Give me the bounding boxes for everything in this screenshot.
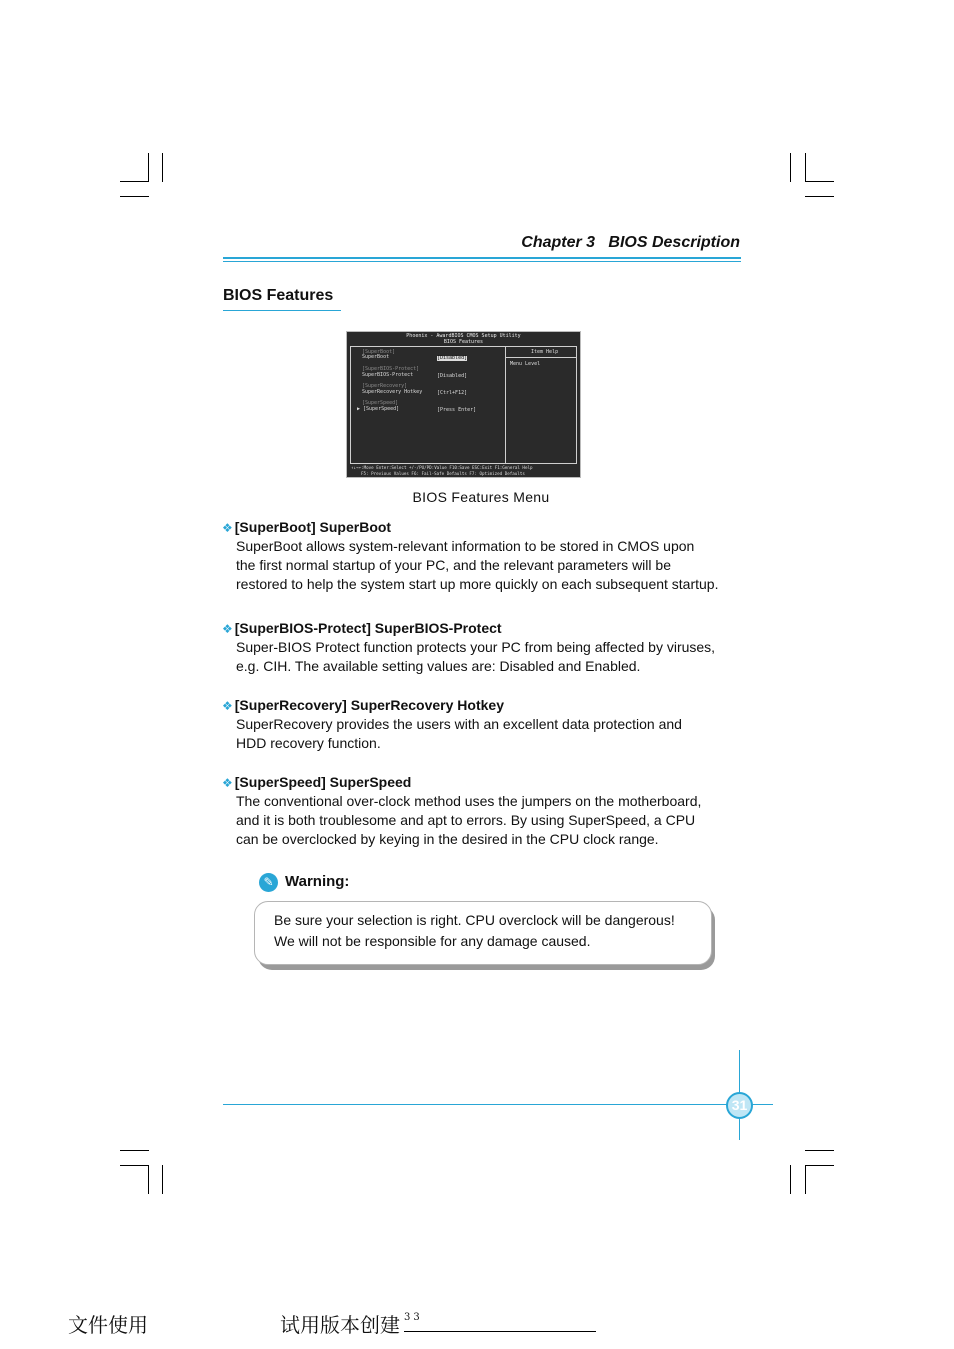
crop-mark (120, 181, 149, 182)
item-description: The conventional over-clock method uses the jumpers on the motherboard, and it is both troublesome and apt to errors. By using SuperSpeed, a CPU can be overclocked by keying in the desired in the CPU clock range. (236, 793, 702, 847)
footer-middle-text: 试用版本创建 (280, 1313, 400, 1337)
footer-underline (404, 1331, 596, 1332)
bios-item: SuperRecovery Hotkey (362, 389, 423, 395)
crop-mark (790, 1165, 791, 1194)
crop-mark (805, 1165, 834, 1166)
bios-item: SuperBIOS-Protect (362, 372, 414, 378)
header-rule-thin (223, 261, 741, 262)
footer-left-text: 文件使用 (68, 1313, 148, 1337)
bios-group-label: [SuperBoot] (362, 349, 396, 355)
crop-mark (120, 196, 149, 197)
item-description: Super-BIOS Protect function protects your PC from being affected by viruses, e.g. CIH. The available setting values are: Disabled and Enabled. (236, 639, 716, 674)
bios-item-value: [Disabled] (437, 373, 468, 379)
crop-mark (805, 181, 834, 182)
bios-header: Phoenix - AwardBIOS CMOS Setup Utility BIOS Features (406, 333, 521, 345)
bios-item-selected: ▶ [SuperSpeed] (357, 406, 400, 412)
crop-mark (805, 1150, 834, 1151)
page-number: 31 (726, 1092, 753, 1119)
bios-divider (505, 346, 506, 464)
crop-mark (120, 1150, 149, 1151)
item-title: ❖ [SuperBIOS-Protect] SuperBIOS-Protect (222, 620, 502, 636)
footer-number: 33 (404, 1312, 423, 1323)
crop-mark (790, 153, 791, 182)
bios-footer-line: ↑↓→←:Move Enter:Select +/-/PU/PD:Value F10:Save ESC:Exit F1:General Help (351, 465, 533, 470)
diamond-bullet-icon: ❖ (222, 622, 233, 636)
item-description: SuperRecovery provides the users with an excellent data protection and HDD recovery function. (236, 716, 682, 751)
bios-group-label: [SuperSpeed] (362, 400, 399, 406)
bios-screenshot (346, 331, 581, 478)
bios-footer-line: F5: Previous Values F6: Fail-Safe Defaults F7: Optimized Defaults (361, 471, 525, 476)
warning-text: Be sure your selection is right. CPU overclock will be dangerous! (274, 912, 675, 928)
crop-mark (805, 196, 834, 197)
diamond-bullet-icon: ❖ (222, 776, 233, 790)
crop-mark (162, 153, 163, 182)
figure-caption: BIOS Features Menu (412, 489, 550, 505)
warning-title: Warning: (285, 873, 350, 890)
item-title: ❖ [SuperRecovery] SuperRecovery Hotkey (222, 697, 504, 713)
crop-mark (148, 1165, 149, 1194)
bios-help-divider (506, 357, 576, 358)
crop-mark (148, 153, 149, 182)
crop-mark (805, 1165, 806, 1194)
diamond-bullet-icon: ❖ (222, 521, 233, 535)
footer-rule (223, 1104, 773, 1105)
bios-item: SuperBoot (362, 354, 390, 360)
warning-icon: ✎ (259, 873, 278, 892)
chapter-header: Chapter 3 BIOS Description (521, 234, 740, 251)
bios-item-value: [Press Enter] (437, 407, 477, 413)
section-title-underline (223, 310, 341, 311)
crop-mark (162, 1165, 163, 1194)
bios-item-value: [Ctrl+F12] (437, 390, 468, 396)
bios-group-label: [SuperRecovery] (362, 383, 408, 389)
bios-item-value: [Disabled] (437, 355, 468, 361)
section-title: BIOS Features (223, 287, 334, 304)
bios-group-label: [SuperBIOS-Protect] (362, 366, 420, 372)
bios-help-title: Item Help (531, 349, 559, 355)
crop-mark (805, 153, 806, 182)
item-description: SuperBoot allows system-relevant information to be stored in CMOS upon the first normal startup of your PC, and the relevant parameters will be restored to help the system start up more quickly on each subsequent startup. (236, 538, 719, 592)
bios-help-text: Menu Level (510, 361, 541, 367)
warning-text: We will not be responsible for any damage caused. (274, 933, 591, 949)
item-title: ❖ [SuperSpeed] SuperSpeed (222, 774, 412, 790)
crop-mark (120, 1165, 149, 1166)
header-rule (223, 257, 741, 259)
item-title: ❖ [SuperBoot] SuperBoot (222, 519, 392, 535)
diamond-bullet-icon: ❖ (222, 699, 233, 713)
